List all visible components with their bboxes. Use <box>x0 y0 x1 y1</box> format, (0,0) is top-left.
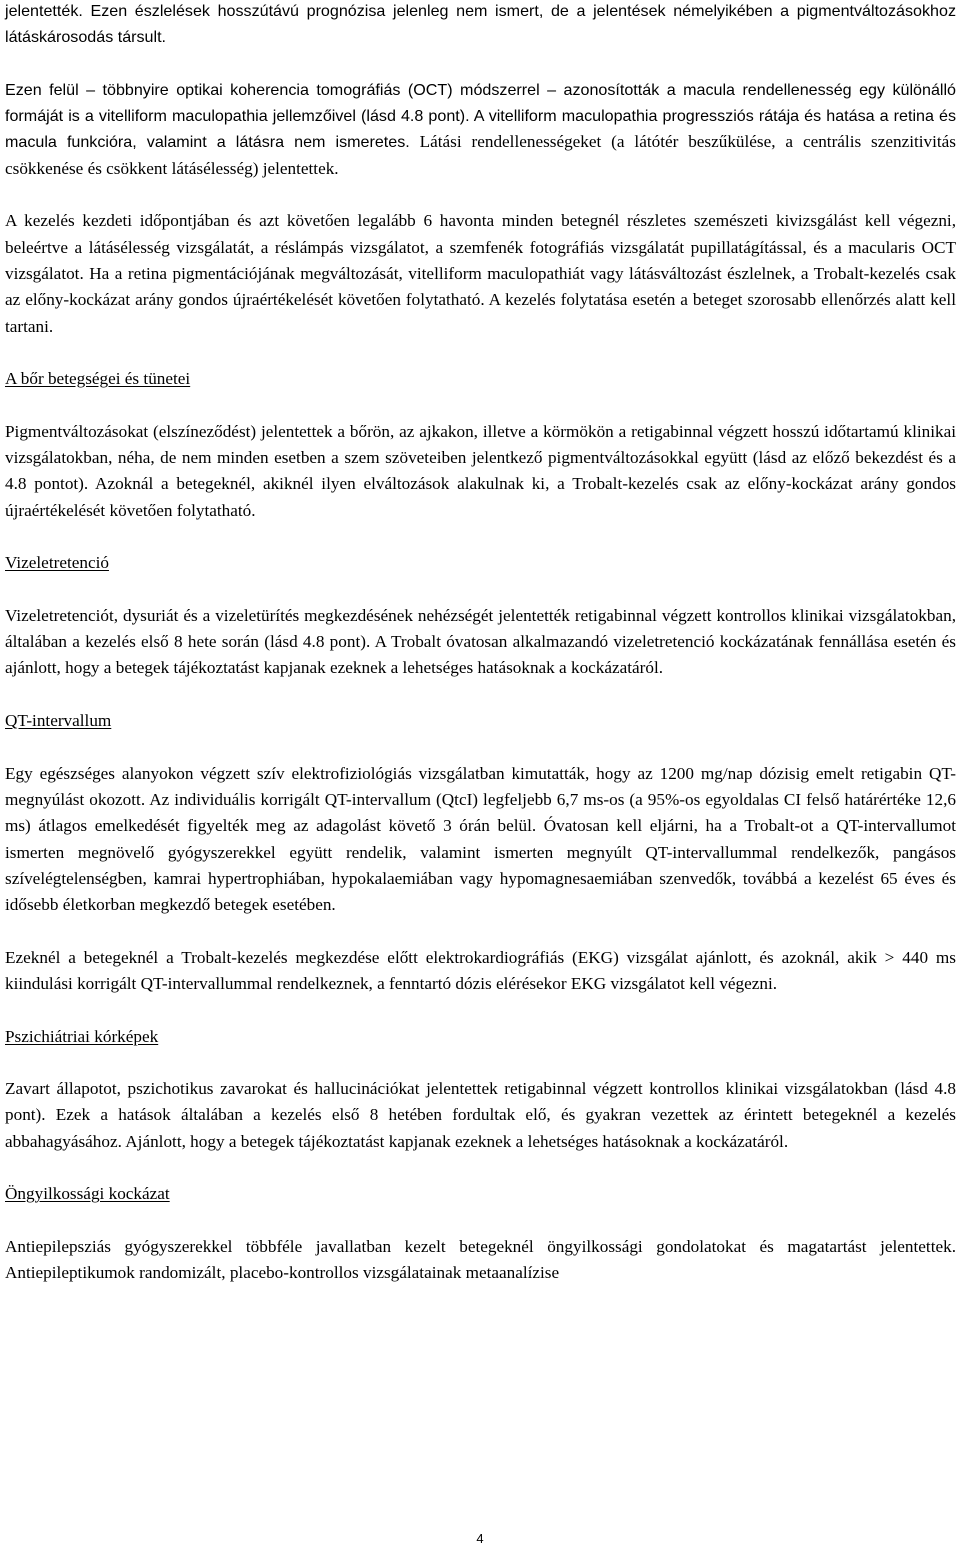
paragraph-oct-findings-part-a: Ezen felül – többnyire optikai koherencia tomográfiás (OCT) módszerrel – azonosították a macula rendellenesség egy különálló formáját is a vitelliform maculopathia jellemzőivel (lásd 4.8 pont). A vitelliform maculopathia progressziós rátája és hatása a retina és macula funkcióra, valamint a látásra nem ismeretes. <box>5 80 956 152</box>
section-heading-urinary-retention: Vizeletretenció <box>5 553 109 573</box>
paragraph-oct-findings-part-b: Látási rendellenességeket (a látótér beszűkülése, a centrális szenzitivitás csökkenése és csökkent látásélesség) jelentettek. <box>5 132 956 178</box>
paragraph-qt-study: Egy egészséges alanyokon végzett szív elektrofiziológiás vizsgálatban kimutatták, hogy az 1200 mg/nap dózisig emelt retigabin QT-megnyúlást okozott. Az individuális korrigált QT-intervallum (QtcI) legfeljebb 6,7 ms-os (a 95%-os egyoldalas CI felső határértéke 12,6 ms) átlagos emelkedését figyelték meg az adagolást követő 3 órán belül. Óvatosan kell eljárni, ha a Trobalt-ot a QT-intervallumot ismerten megnövelő gyógyszerekkel együtt rendelik, valamint ismerten megnyúlt QT-intervallummal rendelkezők, pangásos szívelégtelenségben, kamrai hypertrophiában, hypokalaemiában vagy hypomagnesaemiában szenvedők, továbbá a kezelést 65 éves és idősebb életkorban megkezdő betegek esetében. <box>5 763 956 915</box>
page-number: 4 <box>476 1531 484 1546</box>
paragraph-spacer <box>5 182 956 208</box>
paragraph-oct-findings <box>5 77 956 182</box>
paragraph-spacer <box>5 577 956 603</box>
paragraph-spacer <box>5 1208 956 1234</box>
paragraph-spacer <box>5 734 956 760</box>
section-heading-suicide-risk: Öngyilkossági kockázat <box>5 1184 170 1204</box>
paragraph-spacer <box>5 340 956 366</box>
paragraph-spacer <box>5 682 956 708</box>
paragraph-spacer <box>5 1155 956 1181</box>
paragraph-suicide-risk: Antiepilepsziás gyógyszerekkel többféle javallatban kezelt betegeknél öngyilkossági gondolatokat és magatartást jelentettek. Antiepileptikumok randomizált, placebo-kontrollos vizsgálatainak metaanalízise <box>5 1236 956 1283</box>
paragraph-spacer <box>5 51 956 77</box>
paragraph-urinary-retention: Vizeletretenciót, dysuriát és a vizeletürítés megkezdésének nehézségét jelentették retigabinnal végzett kontrollos klinikai vizsgálatokban, általában a kezelés első 8 hete során (lásd 4.8 pont). A Trobalt óvatosan alkalmazandó vizeletretenció kockázatának fennállása esetén és ajánlott, hogy a betegek tájékoztatást kapjanak ezeknek a lehetséges hatásoknak a kockázatáról. <box>5 605 956 678</box>
paragraph-spacer <box>5 997 956 1023</box>
paragraph-spacer <box>5 1050 956 1076</box>
paragraph-eye-examination: A kezelés kezdeti időpontjában és azt követően legalább 6 havonta minden betegnél részletes szemészeti kivizsgálást kell végezni, beleértve a látásélesség vizsgálatát, a réslámpás vizsgálatot, a szemfenék fotográfiás vizsgálatát pupillatágítással, és a macularis OCT vizsgálatot. Ha a retina pigmentációjának megváltozását, vitelliform maculopathiát vagy látásváltozást észlelnek, a Trobalt-kezelés csak az előny-kockázat arány gondos újraértékelését követően folytatható. A kezelés folytatása esetén a beteget szorosabb ellenőrzés alatt kell tartani. <box>5 211 956 336</box>
paragraph-psychiatric-disorders: Zavart állapotot, pszichotikus zavarokat és hallucinációkat jelentettek retigabinnal végzett kontrollos klinikai vizsgálatokban (lásd 4.8 pont). Ezek a hatások általában a kezelés első 8 hetében fordultak elő, és gyakran vezettek az érintett betegeknél a kezelés abbahagyásához. Ajánlott, hogy a betegek tájékoztatást kapjanak ezeknek a lehetséges hatásoknak a kockázatáról. <box>5 1079 956 1151</box>
paragraph-spacer <box>5 918 956 944</box>
paragraph-spacer <box>5 524 956 550</box>
section-heading-qt-interval: QT-intervallum <box>5 711 112 731</box>
paragraph-skin-pigmentation: Pigmentváltozásokat (elszíneződést) jelentettek a bőrön, az ajkakon, illetve a körmökön a retigabinnal végzett hosszú időtartamú klinikai vizsgálatokban, néha, de nem minden esetben a szem szöveteiben jelentkező pigmentváltozásokkal együtt (lásd az előző bekezdést és a 4.8 pontot). Azoknál a betegeknél, akiknél ilyen elváltozások alakulnak ki, a Trobalt-kezelés csak az előny-kockázat arány gondos újraértékelését követően folytatható. <box>5 421 956 520</box>
paragraph-visual-prognosis: jelentették. Ezen észlelések hosszútávú prognózisa jelenleg nem ismert, de a jelentések némelyikében a pigmentváltozásokhoz látáskárosodás társult. <box>5 2 956 47</box>
paragraph-spacer <box>5 392 956 418</box>
paragraph-ecg-recommendation: Ezeknél a betegeknél a Trobalt-kezelés megkezdése előtt elektrokardiográfiás (EKG) vizsgálat ajánlott, és azoknál, akik > 440 ms kiindulási korrigált QT-intervallummal rendelkeznek, a fenntartó dózis elérésekor EKG vizsgálatot kell végezni. <box>5 947 956 993</box>
section-heading-psychiatric: Pszichiátriai kórképek <box>5 1026 159 1046</box>
section-heading-skin: A bőr betegségei és tünetei <box>5 369 191 389</box>
